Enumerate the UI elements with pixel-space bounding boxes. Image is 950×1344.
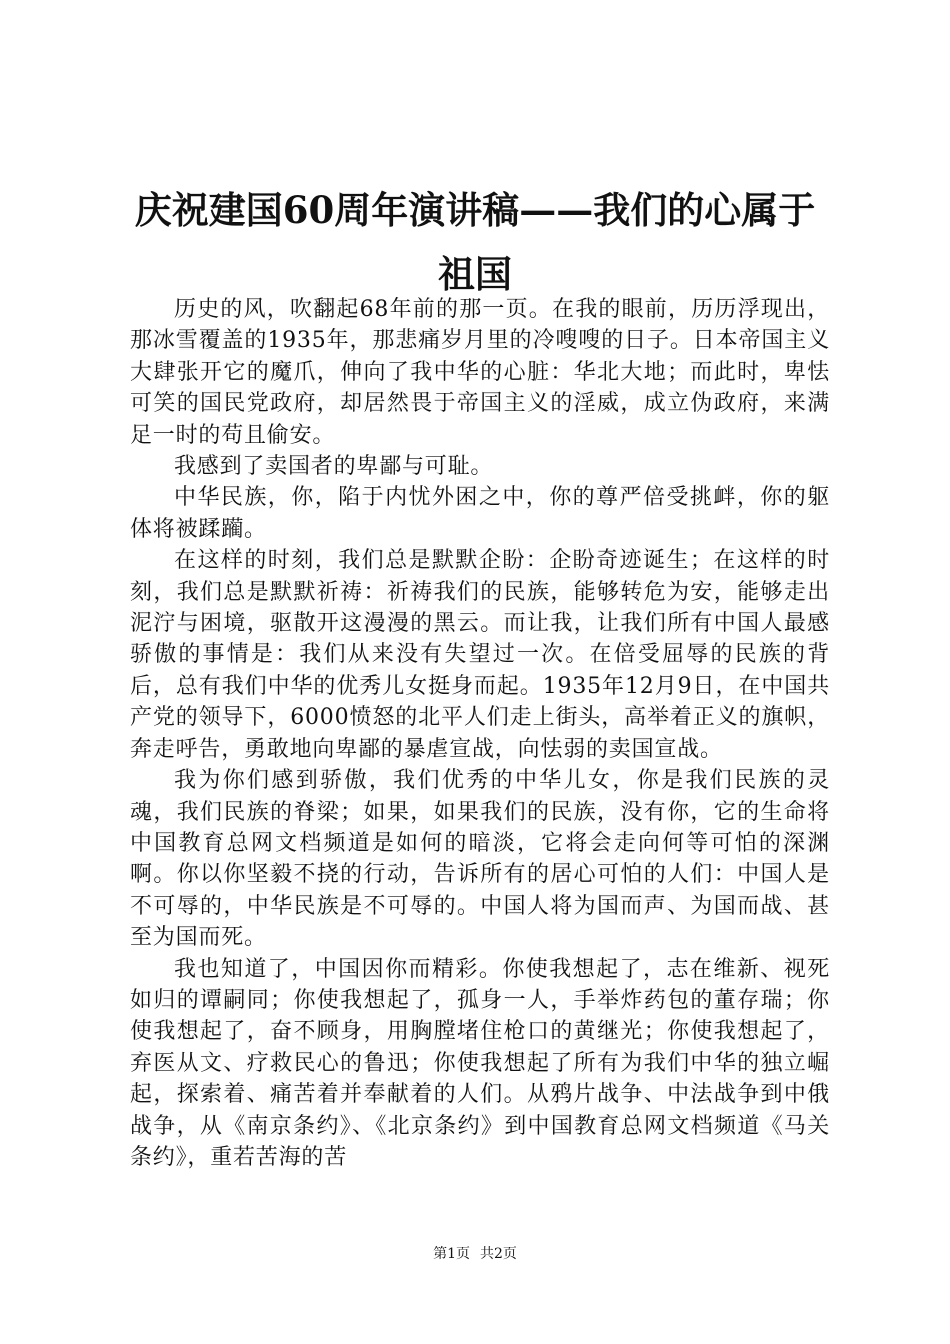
paragraph-3: 中华民族，你，陷于内忧外困之中，你的尊严倍受挑衅，你的躯体将被蹂躏。 [130,485,830,542]
paragraph-5: 我为你们感到骄傲，我们优秀的中华儿女，你是我们民族的灵魂，我们民族的脊梁；如果，如果我们的民族，没有你，它的生命将中国教育总网文档频道是如何的暗淡，它将会走向何等可怕的深渊啊。你以你坚毅不挠的行动，告诉所有的居心可怕的人们：中国人是不可辱的，中华民族是不可辱的。中国人将为国而声、为国而战、甚至为国而死。 [130,768,830,951]
paragraph-4: 在这样的时刻，我们总是默默企盼：企盼奇迹诞生；在这样的时刻，我们总是默默祈祷：祈祷我们的民族，能够转危为安，能够走出泥泞与困境，驱散开这漫漫的黑云。而让我，让我们所有中国人最感骄傲的事情是：我们从来没有失望过一次。在倍受屈辱的民族的背后，总有我们中华的优秀儿女挺身而起。1935年12月9日，在中国共产党的领导下，6000愤怒的北平人们走上街头，高举着正义的旗帜，奔走呼告，勇敢地向卑鄙的暴虐宣战，向怯弱的卖国宣战。 [130,548,830,762]
paragraph-1: 历史的风，吹翻起68年前的那一页。在我的眼前，历历浮现出，那冰雪覆盖的1935年，那悲痛岁月里的冷嗖嗖的日子。日本帝国主义大肆张开它的魔爪，伸向了我中华的心脏：华北大地；而此时，卑怯可笑的国民党政府，却居然畏于帝国主义的淫威，成立伪政府，来满足一时的苟且偷安。 [130,297,830,448]
document-body [130,294,830,1173]
paragraph-6: 我也知道了，中国因你而精彩。你使我想起了，志在维新、视死如归的谭嗣同；你使我想起了，孤身一人，手举炸药包的董存瑞；你使我想起了，奋不顾身，用胸膛堵住枪口的黄继光；你使我想起了，弃医从文、疗救民心的鲁迅；你使我想起了所有为我们中华的独立崛起，探索着、痛苦着并奉献着的人们。从鸦片战争、中法战争到中俄战争，从《南京条约》、《北京条约》到中国教育总网文档频道《马关条约》，重若苦海的苦 [130,956,830,1170]
document-title: 庆祝建国60周年演讲稿——我们的心属于祖国 [134,188,816,296]
page-number: 第1页 [433,1246,470,1262]
paragraph-2: 我感到了卖国者的卑鄙与可耻。 [174,454,494,480]
page-footer [0,1244,950,1264]
page-total: 共2页 [480,1246,517,1262]
